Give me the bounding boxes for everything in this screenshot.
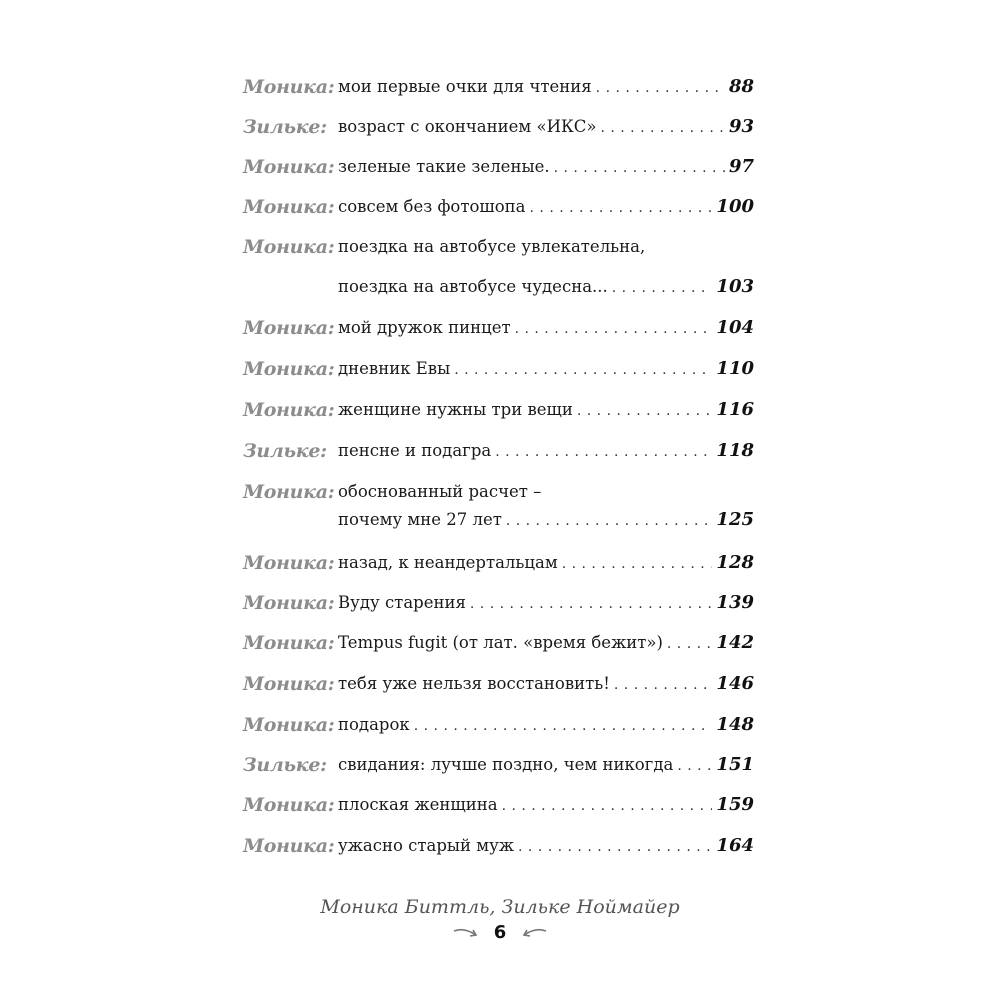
dot-leader xyxy=(612,273,713,303)
dot-leader xyxy=(518,832,712,862)
dot-leader xyxy=(667,629,713,659)
entry-page: 148 xyxy=(716,714,754,735)
entry-page: 164 xyxy=(716,835,754,856)
dot-leader xyxy=(530,193,713,223)
toc-line xyxy=(338,112,754,142)
entry-page: 146 xyxy=(716,673,754,694)
entry-author: Моника: xyxy=(243,156,335,178)
dot-leader xyxy=(414,711,713,741)
toc-line xyxy=(338,669,754,699)
toc-line xyxy=(338,232,754,262)
toc-entry xyxy=(0,588,1000,618)
entry-author: Моника: xyxy=(243,714,335,736)
entry-title: Вуду старения xyxy=(338,593,466,612)
entry-title: зеленые такие зеленые. xyxy=(338,157,550,176)
entry-title: возраст с окончанием «ИКС» xyxy=(338,117,597,136)
entry-title: женщине нужны три вещи xyxy=(338,400,573,419)
toc-entry xyxy=(0,628,1000,658)
dot-leader xyxy=(515,314,713,344)
entry-title: Tempus fugit (от лат. «время бежит») xyxy=(338,633,663,652)
entry-author: Моника: xyxy=(243,835,335,857)
toc-entry xyxy=(0,354,1000,384)
dot-leader xyxy=(577,396,713,426)
toc-line xyxy=(338,313,754,343)
toc-line xyxy=(338,628,754,658)
entry-page: 128 xyxy=(716,552,754,573)
entry-page: 110 xyxy=(716,358,754,379)
toc-entry xyxy=(0,436,1000,466)
dot-leader xyxy=(506,506,713,536)
running-footer-authors: Моника Биттль, Зильке Ноймайер xyxy=(320,896,680,918)
entry-title: мой дружок пинцет xyxy=(338,318,511,337)
dot-leader xyxy=(614,670,713,700)
entry-author: Моника: xyxy=(243,673,335,695)
toc-line xyxy=(338,72,754,102)
toc-entry xyxy=(0,548,1000,578)
entry-author: Моника: xyxy=(243,592,335,614)
entry-title: подарок xyxy=(338,715,410,734)
toc-line xyxy=(338,710,754,740)
dot-leader xyxy=(600,113,724,143)
entry-page: 159 xyxy=(716,794,754,815)
entry-page: 88 xyxy=(728,76,754,97)
entry-title: дневник Евы xyxy=(338,359,451,378)
toc-entry xyxy=(0,192,1000,222)
toc-line xyxy=(338,505,754,535)
toc-line xyxy=(338,152,754,182)
toc-line xyxy=(338,272,754,302)
dot-leader xyxy=(554,153,725,183)
entry-title: тебя уже нельзя восстановить! xyxy=(338,674,610,693)
entry-author: Моника: xyxy=(243,358,335,380)
entry-page: 139 xyxy=(716,592,754,613)
entry-author: Моника: xyxy=(243,632,335,654)
toc-entry xyxy=(0,72,1000,102)
entry-page: 116 xyxy=(716,399,754,420)
entry-author: Моника: xyxy=(243,399,335,421)
entry-title: назад, к неандертальцам xyxy=(338,553,558,572)
toc-entry xyxy=(0,152,1000,182)
entry-page: 118 xyxy=(716,440,754,461)
entry-author: Моника: xyxy=(243,794,335,816)
entry-title: ужасно старый муж xyxy=(338,836,515,855)
toc-entry xyxy=(0,395,1000,425)
toc-line xyxy=(338,354,754,384)
entry-author: Моника: xyxy=(243,76,335,98)
entry-title: плоская женщина xyxy=(338,795,498,814)
entry-author: Моника: xyxy=(243,196,335,218)
page-number-footer xyxy=(0,922,1000,943)
entry-page: 151 xyxy=(716,754,754,775)
toc-line xyxy=(338,477,754,507)
entry-page: 104 xyxy=(716,317,754,338)
toc-entry xyxy=(0,831,1000,861)
toc-entry xyxy=(0,710,1000,740)
entry-author: Моника: xyxy=(243,481,335,503)
toc-entry xyxy=(0,477,1000,530)
toc-entry xyxy=(0,750,1000,780)
entry-page: 142 xyxy=(716,632,754,653)
entry-author: Моника: xyxy=(243,552,335,574)
dot-leader xyxy=(470,589,713,619)
entry-page: 100 xyxy=(716,196,754,217)
entry-page: 97 xyxy=(728,156,754,177)
curved-arrow-left-icon xyxy=(520,925,548,941)
entry-author: Зильке: xyxy=(243,440,327,462)
toc-line xyxy=(338,588,754,618)
entry-title: обоснованный расчет – xyxy=(338,482,542,501)
entry-author: Зильке: xyxy=(243,116,327,138)
toc-entry xyxy=(0,313,1000,343)
entry-title: совсем без фотошопа xyxy=(338,197,526,216)
dot-leader xyxy=(677,751,712,781)
toc-line xyxy=(338,750,754,780)
toc-entry xyxy=(0,232,1000,297)
toc-line xyxy=(338,192,754,222)
entry-title: поездка на автобусе чудесна... xyxy=(338,277,608,296)
dot-leader xyxy=(562,549,713,579)
dot-leader xyxy=(495,437,712,467)
entry-author: Моника: xyxy=(243,317,335,339)
toc-line xyxy=(338,395,754,425)
entry-title: пенсне и подагра xyxy=(338,441,492,460)
entry-title: свидания: лучше поздно, чем никогда xyxy=(338,755,674,774)
entry-title: почему мне 27 лет xyxy=(338,510,502,529)
toc-line xyxy=(338,548,754,578)
toc-entry xyxy=(0,669,1000,699)
entry-page: 103 xyxy=(716,276,754,297)
dot-leader xyxy=(502,791,713,821)
toc-line xyxy=(338,436,754,466)
entry-page: 125 xyxy=(716,509,754,530)
curved-arrow-right-icon xyxy=(452,925,480,941)
toc-entry xyxy=(0,112,1000,142)
toc-line xyxy=(338,790,754,820)
entry-author: Моника: xyxy=(243,236,335,258)
dot-leader xyxy=(596,73,725,103)
toc-entry xyxy=(0,790,1000,820)
entry-title: мои первые очки для чтения xyxy=(338,77,592,96)
entry-title: поездка на автобусе увлекательна, xyxy=(338,237,646,256)
toc-line xyxy=(338,831,754,861)
page-number: 6 xyxy=(493,922,507,943)
dot-leader xyxy=(454,355,712,385)
entry-author: Зильке: xyxy=(243,754,327,776)
entry-page: 93 xyxy=(728,116,754,137)
